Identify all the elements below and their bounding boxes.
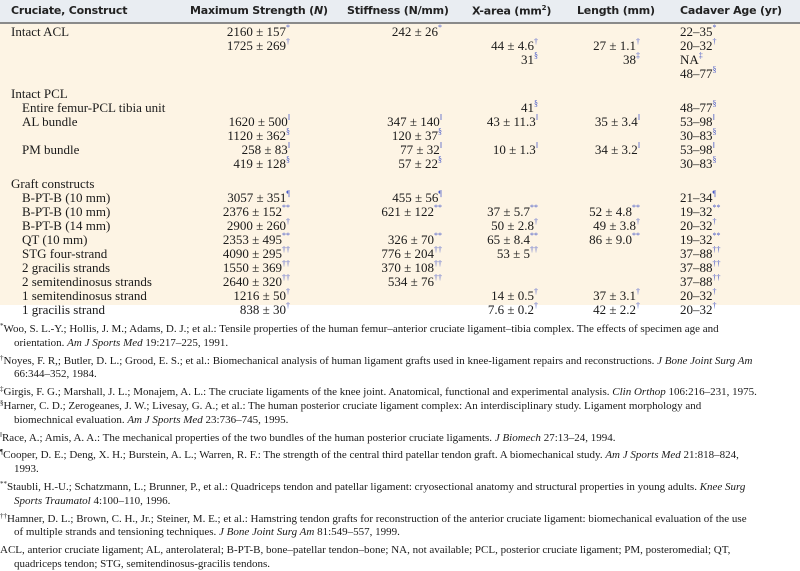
cell-value: 419 ± 128 xyxy=(233,156,286,171)
cell-value: 3057 ± 351 xyxy=(227,190,287,205)
footnote-marker: ‖ xyxy=(287,113,290,122)
footnote-text: 19:217–225, 1991. xyxy=(142,336,229,349)
footnote-marker: * xyxy=(438,23,442,32)
row-label: Graft constructs xyxy=(11,176,95,191)
footnote-text: biomechnical evaluation. xyxy=(14,413,128,426)
table-row xyxy=(0,205,800,219)
table-row xyxy=(0,275,800,289)
cell-length xyxy=(589,233,640,247)
cell-value: 2900 ± 260 xyxy=(226,218,286,233)
footnote-marker: § xyxy=(712,99,717,108)
cell-xarea xyxy=(491,39,538,53)
cell-strength xyxy=(223,233,290,247)
cell-age xyxy=(680,143,715,157)
footnote-marker: ** xyxy=(282,231,290,240)
cell-xarea xyxy=(497,247,538,261)
cell-value: 20–32 xyxy=(680,38,713,53)
cell-value: 621 ± 122 xyxy=(381,204,434,219)
cell-value: 37–88 xyxy=(680,274,713,289)
row-label: 2 semitendinosus strands xyxy=(22,274,152,289)
footnote-line xyxy=(0,513,747,527)
cell-value: 53 ± 5 xyxy=(496,246,530,261)
header-x-area xyxy=(472,4,551,18)
footnote-mark: * xyxy=(0,322,4,330)
footnote-marker: †† xyxy=(712,259,721,268)
footnote-line xyxy=(14,414,288,428)
cell-value: 49 ± 3.8 xyxy=(593,218,636,233)
cell-value: 43 ± 11.3 xyxy=(486,114,536,129)
footnote-mark: ** xyxy=(0,480,7,488)
row-label: B-PT-B (10 mm) xyxy=(22,190,111,205)
footnote-marker: ¶ xyxy=(438,189,442,198)
table-row xyxy=(0,233,800,247)
table-row xyxy=(0,53,800,67)
table-header xyxy=(0,0,800,24)
footnote-marker: ** xyxy=(712,231,721,240)
footnote-marker: ‖ xyxy=(287,141,290,150)
footnote-line xyxy=(0,323,719,337)
cell-value: 27 ± 1.1 xyxy=(593,38,636,53)
cell-strength xyxy=(223,261,290,275)
row-label: B-PT-B (14 mm) xyxy=(22,218,111,233)
header-x-area-sup: 2 xyxy=(541,4,547,12)
cell-strength xyxy=(233,157,290,171)
cell-value: 2376 ± 152 xyxy=(222,204,282,219)
table-row xyxy=(0,303,800,317)
cell-value: 38 xyxy=(623,52,636,67)
table-row xyxy=(0,177,800,191)
footnote-marker: † xyxy=(636,301,640,310)
footnote-marker: † xyxy=(534,217,538,226)
footnote-marker: †† xyxy=(434,273,442,282)
cell-value: 34 ± 3.2 xyxy=(594,142,638,157)
footnote-marker: * xyxy=(286,23,290,32)
footnote-marker: † xyxy=(712,301,717,310)
footnote-line xyxy=(14,368,97,382)
cell-value: 42 ± 2.2 xyxy=(593,302,636,317)
cell-strength xyxy=(227,25,290,39)
table-row xyxy=(0,191,800,205)
cell-strength xyxy=(223,205,290,219)
cell-age xyxy=(680,67,717,81)
cell-value: 30–83 xyxy=(680,128,713,143)
table-body xyxy=(0,23,800,317)
cell-value: 1550 ± 369 xyxy=(222,260,282,275)
footnote-mark: ‖ xyxy=(0,430,2,439)
cell-strength xyxy=(227,39,290,53)
footnote-marker: § xyxy=(712,65,717,74)
header-maximum-strength xyxy=(190,4,328,17)
footnote-mark: †† xyxy=(0,511,7,520)
cell-strength xyxy=(227,129,290,143)
footnote-marker: ** xyxy=(434,231,442,240)
cell-age xyxy=(680,129,717,143)
cell-value: 1620 ± 500 xyxy=(228,114,288,129)
footnote-text: 27:13–24, 1994. xyxy=(540,431,616,444)
footnote-text: orientation. xyxy=(14,336,68,349)
row-label: Intact PCL xyxy=(11,86,68,101)
row-label: B-PT-B (10 mm) xyxy=(22,204,111,219)
cell-age xyxy=(680,101,717,115)
cell-age xyxy=(680,53,703,67)
table-row xyxy=(0,87,800,101)
cell-value: NA xyxy=(680,52,699,67)
cell-value: 7.6 ± 0.2 xyxy=(487,302,534,317)
cell-xarea xyxy=(493,143,538,157)
cell-value: 77 ± 32 xyxy=(400,142,440,157)
footnote-marker: ‖ xyxy=(712,141,715,150)
cell-value: 21–34 xyxy=(680,190,713,205)
cell-value: 86 ± 9.0 xyxy=(589,232,632,247)
footnote-text: Girgis, F. G.; Marshall, J. L.; Monajem, A. L.: The cruciate ligaments of the knee joint. Anatomical, functional and experimental analysis. xyxy=(3,386,613,399)
cell-value: 37–88 xyxy=(680,260,713,275)
footnote-marker: ‖ xyxy=(439,113,442,122)
footnote-line xyxy=(0,355,752,369)
footnote-text: Noyes, F. R,; Butler, D. L.; Grood, E. S.; et al.: Biomechanical analysis of human ligament grafts used in knee-ligament repairs and reconstructions. xyxy=(3,354,658,367)
table-row xyxy=(0,67,800,81)
footnote-line xyxy=(0,432,616,446)
footnote-line xyxy=(14,463,39,477)
footnote-text: Race, A.; Amis, A. A.: The mechanical properties of the two bundles of the human posterior cruciate ligaments. xyxy=(1,431,495,444)
footnote-line xyxy=(0,400,701,414)
cell-age xyxy=(680,115,715,129)
footnote-marker: †† xyxy=(282,273,290,282)
footnote-marker: ‖ xyxy=(637,141,640,150)
footnote-marker: ‖ xyxy=(712,113,715,122)
table-row xyxy=(0,39,800,53)
footnote-text: 66:344–352, 1984. xyxy=(14,368,97,381)
cell-strength xyxy=(229,115,290,129)
footnote-marker: ** xyxy=(530,203,538,212)
footnote-marker: † xyxy=(712,37,717,46)
cell-value: 20–32 xyxy=(680,302,713,317)
cell-xarea xyxy=(488,303,538,317)
cell-value: 326 ± 70 xyxy=(387,232,434,247)
footnote-text: 21:818–824, xyxy=(680,449,739,462)
abbreviations-line: quadriceps tendon; STG, semitendinosus-gracilis tendons. xyxy=(14,557,271,570)
footnote-mark: ¶ xyxy=(0,448,4,457)
footnote-marker: § xyxy=(438,155,442,164)
cell-xarea xyxy=(521,53,538,67)
footnote-marker: † xyxy=(286,217,290,226)
cell-value: 48–77 xyxy=(680,100,713,115)
cell-stiffness xyxy=(392,129,442,143)
footnote-text: of multiple strands and tensioning techniques. xyxy=(14,526,219,539)
footnote-marker: †† xyxy=(282,245,290,254)
row-label: 1 semitendinosus strand xyxy=(22,288,147,303)
cell-value: 37–88 xyxy=(680,246,713,261)
footnote-marker: † xyxy=(712,217,717,226)
cell-value: 14 ± 0.5 xyxy=(491,288,534,303)
journal-name: Knee Surg xyxy=(699,481,746,493)
footnote-marker: ‖ xyxy=(637,113,640,122)
cell-xarea xyxy=(487,115,538,129)
footnote-marker: †† xyxy=(530,245,538,254)
footnote-mark: † xyxy=(0,353,4,362)
footnote-marker: † xyxy=(534,37,538,46)
table-row xyxy=(0,261,800,275)
cell-xarea xyxy=(487,205,538,219)
cell-value: 776 ± 204 xyxy=(381,246,434,261)
cell-value: 20–32 xyxy=(680,218,713,233)
cell-stiffness xyxy=(392,25,442,39)
cell-value: 53–98 xyxy=(680,114,713,129)
cell-value: 1725 ± 269 xyxy=(226,38,286,53)
cell-value: 31 xyxy=(521,52,534,67)
cell-length xyxy=(593,39,640,53)
footnote-marker: ** xyxy=(712,203,721,212)
row-label: STG four-strand xyxy=(22,246,108,261)
cell-stiffness xyxy=(381,205,442,219)
footnote-marker: †† xyxy=(282,259,290,268)
footnote-marker: ‖ xyxy=(535,113,538,122)
row-label: QT (10 mm) xyxy=(22,232,88,247)
cell-stiffness xyxy=(387,115,442,129)
cell-stiffness xyxy=(381,261,442,275)
table-row xyxy=(0,157,800,171)
footnote-text: Staubli, H.-U.; Schatzmann, L.; Brunner, P., et al.: Quadriceps tendon and patellar ligament: cryosectional anatomy and structural properties in young adults. xyxy=(7,481,700,493)
footnote-marker: ‡ xyxy=(636,51,640,60)
footnote-text: 4:100–110, 1996. xyxy=(90,494,171,507)
row-label: PM bundle xyxy=(22,142,80,157)
footnote-marker: † xyxy=(712,287,717,296)
cell-strength xyxy=(233,289,290,303)
header-cadaver-age: Cadaver Age (yr) xyxy=(680,4,782,17)
cell-stiffness xyxy=(400,143,442,157)
cell-value: 10 ± 1.3 xyxy=(492,142,536,157)
header-x-area-post: ) xyxy=(546,4,552,18)
cell-stiffness xyxy=(398,157,442,171)
cell-value: 30–83 xyxy=(680,156,713,171)
cell-value: 2353 ± 495 xyxy=(222,232,282,247)
journal-name: Am J Sports Med xyxy=(127,413,203,426)
footnote-marker: § xyxy=(712,155,717,164)
cell-value: 53–98 xyxy=(680,142,713,157)
cell-value: 48–77 xyxy=(680,66,713,81)
footnote-marker: † xyxy=(534,301,538,310)
footnote-text: Woo, S. L.-Y.; Hollis, J. M.; Adams, D. J.; et al.: Tensile properties of the human femur–anterior cruciate ligament–tibia complex. The effects of specimen age and xyxy=(3,323,719,335)
footnote-marker: ** xyxy=(632,231,640,240)
footnote-marker: ‖ xyxy=(439,141,442,150)
footnote-line xyxy=(0,449,739,463)
cell-age xyxy=(680,157,717,171)
header-strength-close: ) xyxy=(322,4,328,17)
footnote-marker: ** xyxy=(434,203,442,212)
cell-stiffness xyxy=(381,247,442,261)
cell-strength xyxy=(223,247,290,261)
header-strength-unit: N xyxy=(313,4,323,17)
footnote-text: Hamner, D. L.; Brown, C. H., Jr.; Steiner, M. E.; et al.: Hamstring tendon grafts for reconstruction of the anterior cruciate ligament: biomechanical evaluation of the use xyxy=(7,512,747,525)
cell-value: 19–32 xyxy=(680,232,713,247)
cell-value: 534 ± 76 xyxy=(387,274,434,289)
cell-value: 347 ± 140 xyxy=(387,114,440,129)
footnote-marker: * xyxy=(712,23,717,32)
footnote-marker: § xyxy=(286,155,290,164)
footnote-line xyxy=(0,386,757,400)
cell-value: 52 ± 4.8 xyxy=(589,204,632,219)
header-length: Length (mm) xyxy=(577,4,655,17)
journal-name: Clin Orthop xyxy=(612,386,666,399)
cell-strength xyxy=(223,275,290,289)
footnote-text: Cooper, D. E.; Deng, X. H.; Burstein, A. L.; Warren, R. F.: The strength of the central third patellar tendon graft. A biomechanical study. xyxy=(3,449,606,462)
footnote-text: 106:216–231, 1975. xyxy=(665,386,757,399)
cell-value: 41 xyxy=(521,100,534,115)
cell-length xyxy=(595,143,640,157)
cell-value: 242 ± 26 xyxy=(391,24,438,39)
cell-value: 2640 ± 320 xyxy=(222,274,282,289)
table-row xyxy=(0,247,800,261)
cell-value: 20–32 xyxy=(680,288,713,303)
row-label: Intact ACL xyxy=(11,24,70,39)
cell-strength xyxy=(227,219,290,233)
footnote-marker: § xyxy=(534,99,538,108)
footnote-line xyxy=(14,337,228,351)
cell-value: 19–32 xyxy=(680,204,713,219)
abbreviations-line: ACL, anterior cruciate ligament; AL, anterolateral; B-PT-B, bone–patellar tendon–bone; NA, not available; PCL, posterior cruciate ligament; PM, posteromedial; QT, xyxy=(0,544,731,557)
table-row xyxy=(0,219,800,233)
cell-age xyxy=(680,303,717,317)
table-row xyxy=(0,289,800,303)
footnote-marker: †† xyxy=(712,245,721,254)
cell-value: 35 ± 3.4 xyxy=(594,114,638,129)
cell-age xyxy=(680,25,717,39)
footnote-marker: ¶ xyxy=(712,189,717,198)
footnote-text: 81:549–557, 1999. xyxy=(314,526,400,539)
row-label: Entire femur-PCL tibia unit xyxy=(22,100,166,115)
footnote-text: Harner, C. D.; Zerogeanes, J. W.; Livesay, G. A.; et al.: The human posterior cruciate ligament complex: An interdisciplinary study. Ligament morphology and xyxy=(3,400,702,412)
cell-length xyxy=(595,115,640,129)
footnote-line xyxy=(14,526,400,540)
footnote-marker: † xyxy=(286,301,290,310)
cell-value: 22–35 xyxy=(680,24,713,39)
cell-value: 370 ± 108 xyxy=(381,260,434,275)
cell-value: 1120 ± 362 xyxy=(227,128,286,143)
table-row xyxy=(0,101,800,115)
cell-xarea xyxy=(491,289,538,303)
footnote-marker: ** xyxy=(632,203,640,212)
journal-name: J Bone Joint Surg Am xyxy=(657,354,753,367)
footnote-marker: ‖ xyxy=(535,141,538,150)
cell-length xyxy=(593,303,640,317)
cell-strength xyxy=(242,143,290,157)
table-row xyxy=(0,143,800,157)
header-strength-text: Maximum Strength ( xyxy=(190,4,314,17)
row-label: 2 gracilis strands xyxy=(22,260,111,275)
header-cruciate-construct: Cruciate, Construct xyxy=(11,4,128,17)
cell-stiffness xyxy=(388,275,442,289)
cell-value: 1216 ± 50 xyxy=(233,288,286,303)
header-stiffness: Stiffness (N/mm) xyxy=(347,4,449,17)
footnote-line xyxy=(0,481,745,495)
cell-strength xyxy=(240,303,290,317)
journal-name: Am J Sports Med xyxy=(605,449,681,462)
table-row xyxy=(0,129,800,143)
footnote-text: 1993. xyxy=(14,463,39,476)
footnote-marker: ** xyxy=(530,231,538,240)
cell-length xyxy=(589,205,640,219)
footnote-marker: § xyxy=(534,51,538,60)
journal-name: J Biomech xyxy=(494,431,541,444)
footnote-marker: † xyxy=(636,37,640,46)
journal-name: Sports Traumatol xyxy=(14,494,91,507)
footnote-marker: †† xyxy=(434,259,442,268)
footnote-mark: ‡ xyxy=(0,385,4,394)
cell-value: 37 ± 3.1 xyxy=(593,288,636,303)
table-row xyxy=(0,115,800,129)
footnote-marker: † xyxy=(286,37,290,46)
cell-value: 258 ± 83 xyxy=(241,142,288,157)
footnote-text: 23:736–745, 1995. xyxy=(202,413,289,426)
cell-age xyxy=(680,289,717,303)
cell-value: 65 ± 8.4 xyxy=(487,232,530,247)
cell-value: 57 ± 22 xyxy=(398,156,438,171)
cell-age xyxy=(680,219,717,233)
cell-value: 50 ± 2.8 xyxy=(491,218,534,233)
cell-value: 44 ± 4.6 xyxy=(491,38,534,53)
cell-strength xyxy=(227,191,290,205)
row-label: 1 gracilis strand xyxy=(22,302,106,317)
footnote-marker: ¶ xyxy=(286,189,290,198)
cell-value: 838 ± 30 xyxy=(239,302,286,317)
footnote-marker: § xyxy=(286,127,290,136)
journal-name: J Bone Joint Surg Am xyxy=(219,526,315,539)
cell-value: 4090 ± 295 xyxy=(222,246,282,261)
footnote-mark: § xyxy=(0,399,4,407)
footnote-marker: † xyxy=(636,217,640,226)
footnote-marker: †† xyxy=(434,245,442,254)
footnote-marker: † xyxy=(636,287,640,296)
footnote-marker: § xyxy=(438,127,442,136)
journal-name: Am J Sports Med xyxy=(67,336,143,349)
header-x-area-pre: X-area (mm xyxy=(472,4,542,18)
footnote-marker: ** xyxy=(282,203,290,212)
cell-value: 120 ± 37 xyxy=(391,128,438,143)
footnote-marker: § xyxy=(712,127,717,136)
footnote-line xyxy=(14,495,170,509)
footnote-marker: † xyxy=(286,287,290,296)
cell-value: 2160 ± 157 xyxy=(226,24,286,39)
footnote-marker: †† xyxy=(712,273,721,282)
cell-age xyxy=(680,191,716,205)
footnote-marker: † xyxy=(534,287,538,296)
table-row xyxy=(0,25,800,39)
cell-length xyxy=(623,53,640,67)
cell-value: 37 ± 5.7 xyxy=(487,204,530,219)
footnote-marker: ‡ xyxy=(698,51,703,60)
cell-length xyxy=(593,289,640,303)
row-label: AL bundle xyxy=(22,114,78,129)
cell-value: 455 ± 56 xyxy=(392,190,439,205)
